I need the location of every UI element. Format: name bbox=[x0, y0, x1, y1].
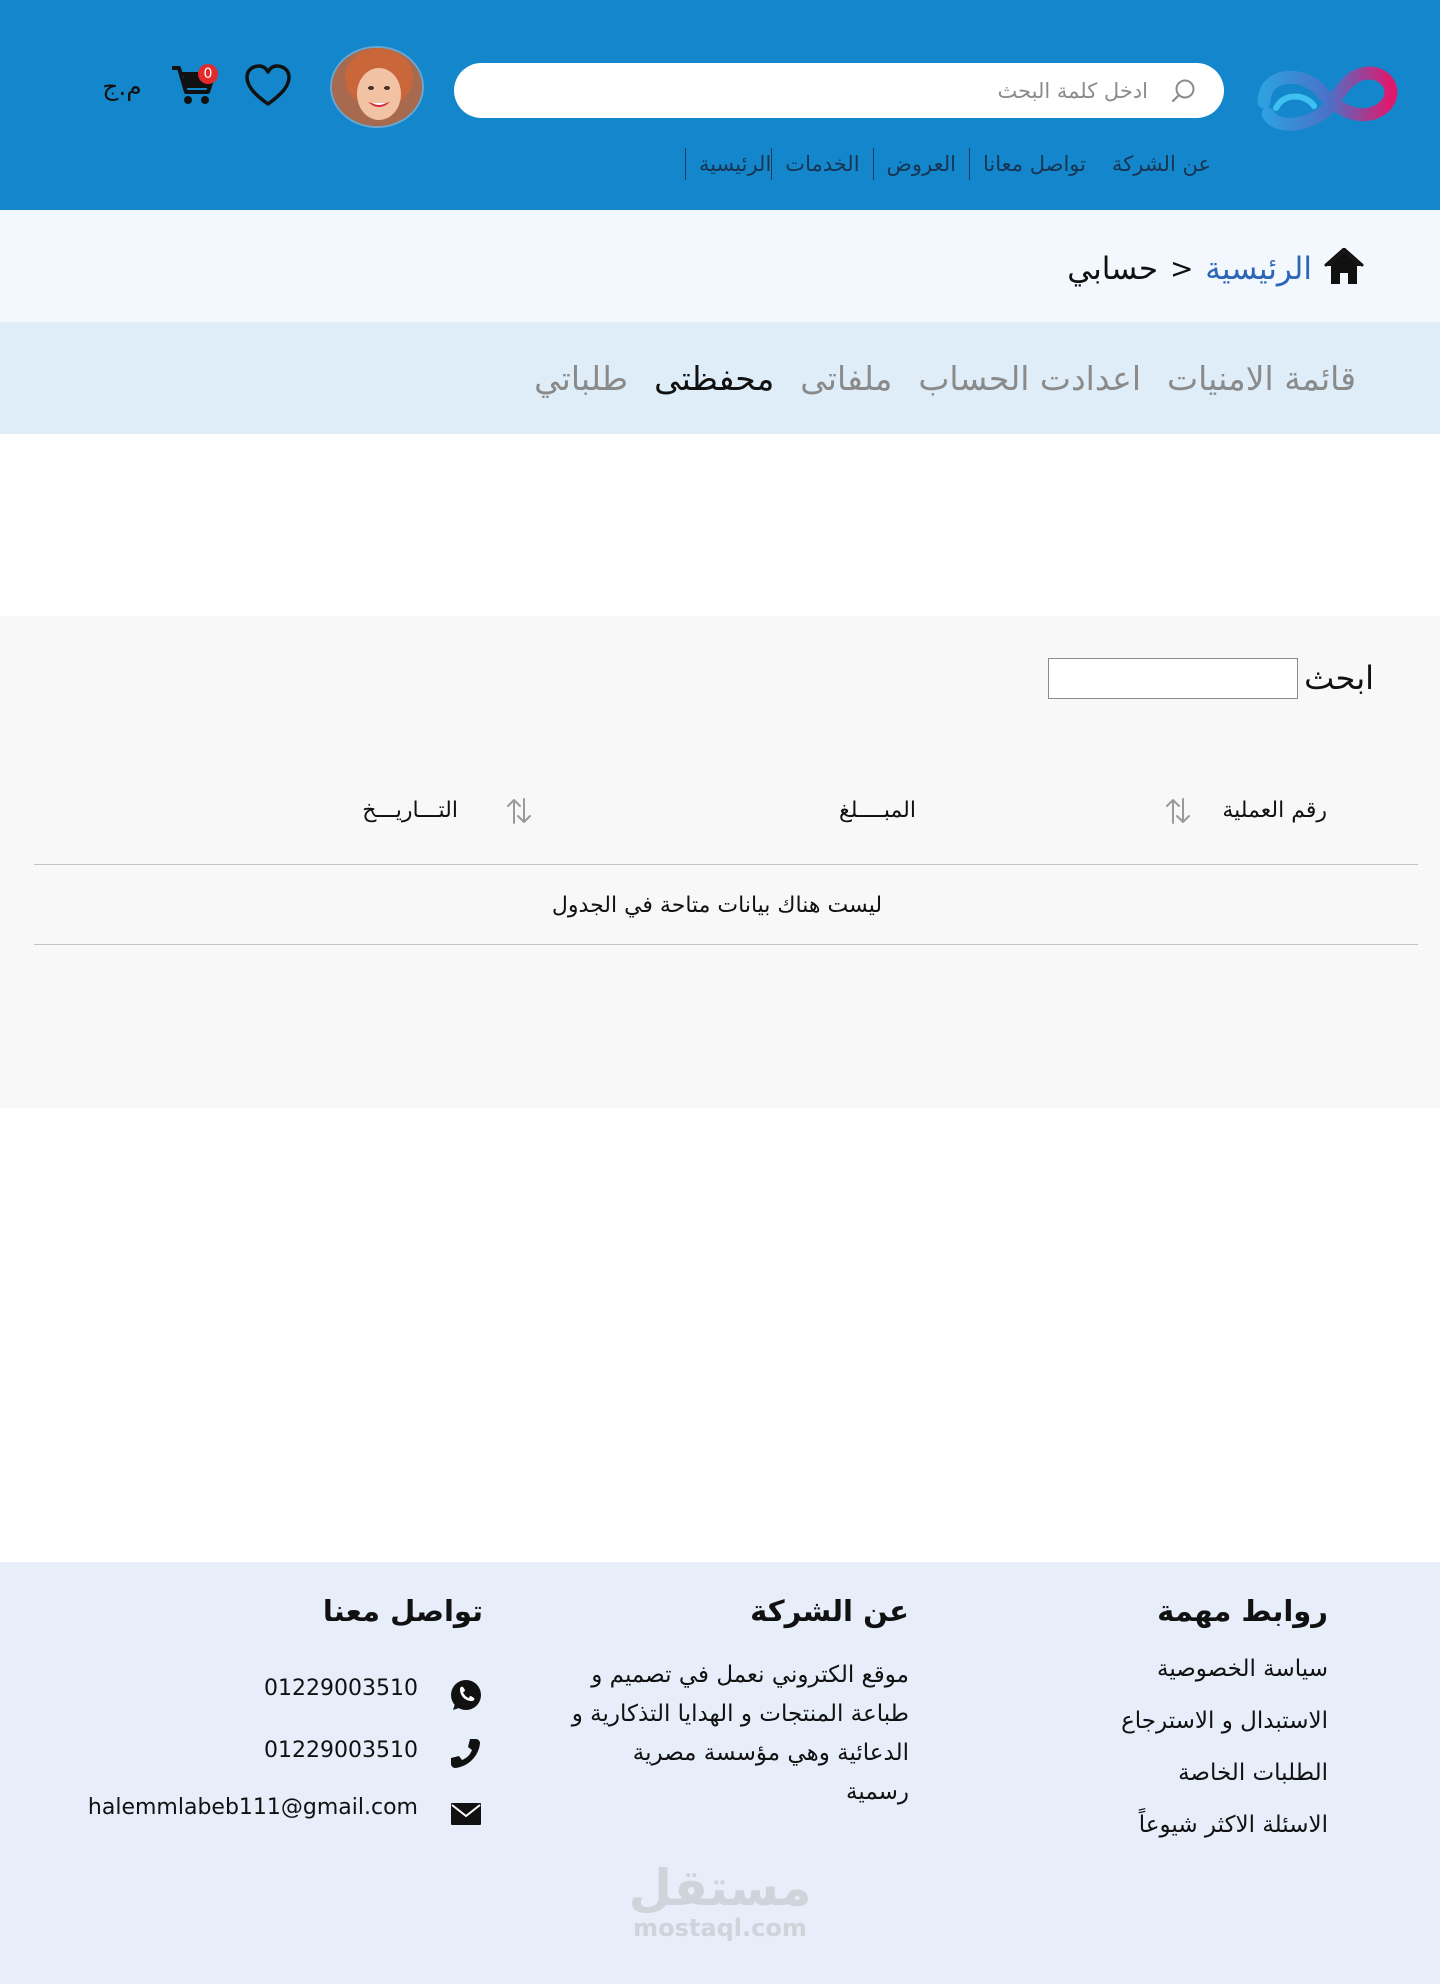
footer-link-faq[interactable]: الاسئلة الاكثر شيوعاً bbox=[1138, 1812, 1328, 1838]
mostaql-watermark bbox=[620, 1858, 820, 1942]
currency-selector[interactable]: م.ج bbox=[102, 72, 142, 101]
top-navigation bbox=[685, 148, 1224, 180]
account-tabs bbox=[508, 356, 1356, 402]
breadcrumb-separator: > bbox=[1170, 252, 1194, 285]
tab-orders[interactable]: طلباتي bbox=[534, 359, 629, 398]
watermark-english: mostaql.com bbox=[633, 1914, 807, 1942]
breadcrumb-current: حسابي bbox=[1067, 251, 1158, 287]
tab-wishlist[interactable]: قائمة الامنيات bbox=[1167, 359, 1356, 398]
footer-about-text: موقع الكتروني نعمل في تصميم و طباعة المنتجات و الهدايا التذكارية و الدعائية وهي مؤسسة مصرية رسمية bbox=[571, 1662, 909, 1805]
footer-contact-heading: تواصل معنا bbox=[322, 1594, 483, 1628]
phone-icon[interactable] bbox=[448, 1735, 484, 1771]
nav-about[interactable]: عن الشركة bbox=[1111, 152, 1211, 176]
user-avatar[interactable] bbox=[330, 46, 424, 128]
table-search-input[interactable] bbox=[1048, 658, 1298, 699]
sort-icon[interactable] bbox=[1164, 796, 1192, 826]
avatar-photo bbox=[332, 48, 424, 128]
watermark-arabic: مستقل bbox=[628, 1859, 812, 1917]
nav-home[interactable]: الرئيسية bbox=[685, 148, 771, 180]
nav-contact[interactable]: تواصل معانا bbox=[969, 148, 1099, 180]
table-search-label: ابحث bbox=[1304, 659, 1374, 697]
table-row-divider bbox=[34, 944, 1418, 945]
footer-links-heading: روابط مهمة bbox=[1157, 1594, 1328, 1628]
sort-icon[interactable] bbox=[505, 796, 533, 826]
search-bar bbox=[454, 63, 1224, 118]
column-header-operation-number[interactable]: رقم العملية bbox=[1222, 798, 1327, 823]
footer-links bbox=[1121, 1654, 1328, 1862]
tab-files[interactable]: ملفاتى bbox=[800, 359, 893, 398]
column-header-date[interactable]: التـــاريـــخ bbox=[362, 798, 458, 823]
wishlist-heart-icon[interactable] bbox=[244, 64, 292, 108]
empty-message: ليست هناك بيانات متاحة في الجدول bbox=[551, 893, 883, 918]
table-header-divider bbox=[34, 864, 1418, 865]
footer-link-special-orders[interactable]: الطلبات الخاصة bbox=[1178, 1760, 1328, 1786]
footer-link-returns[interactable]: الاستبدال و الاسترجاع bbox=[1121, 1708, 1328, 1734]
brand-logo[interactable] bbox=[1254, 52, 1398, 142]
contact-phone-number[interactable]: 01229003510 bbox=[264, 1738, 418, 1763]
footer-link-privacy[interactable]: سياسة الخصوصية bbox=[1156, 1656, 1328, 1682]
home-icon[interactable] bbox=[1324, 248, 1364, 286]
table-empty-row bbox=[34, 886, 1440, 926]
nav-services[interactable]: الخدمات bbox=[771, 148, 872, 180]
column-header-amount[interactable]: المبــــلغ bbox=[839, 798, 916, 823]
whatsapp-icon[interactable] bbox=[448, 1677, 484, 1713]
mail-icon[interactable] bbox=[448, 1796, 484, 1832]
cart-count-badge: 0 bbox=[198, 64, 218, 84]
search-input[interactable] bbox=[478, 63, 1148, 118]
tab-account-settings[interactable]: اعدادت الحساب bbox=[918, 359, 1142, 398]
nav-offers[interactable]: العروض bbox=[873, 148, 969, 180]
footer-about-heading: عن الشركة bbox=[750, 1594, 909, 1628]
contact-email[interactable]: halemmlabeb111@gmail.com bbox=[87, 1795, 418, 1820]
breadcrumb-home-link[interactable]: الرئيسية bbox=[1205, 251, 1312, 287]
search-icon[interactable] bbox=[1170, 77, 1198, 105]
contact-whatsapp-number[interactable]: 01229003510 bbox=[264, 1676, 418, 1701]
tab-wallet[interactable]: محفظتى bbox=[654, 359, 775, 398]
